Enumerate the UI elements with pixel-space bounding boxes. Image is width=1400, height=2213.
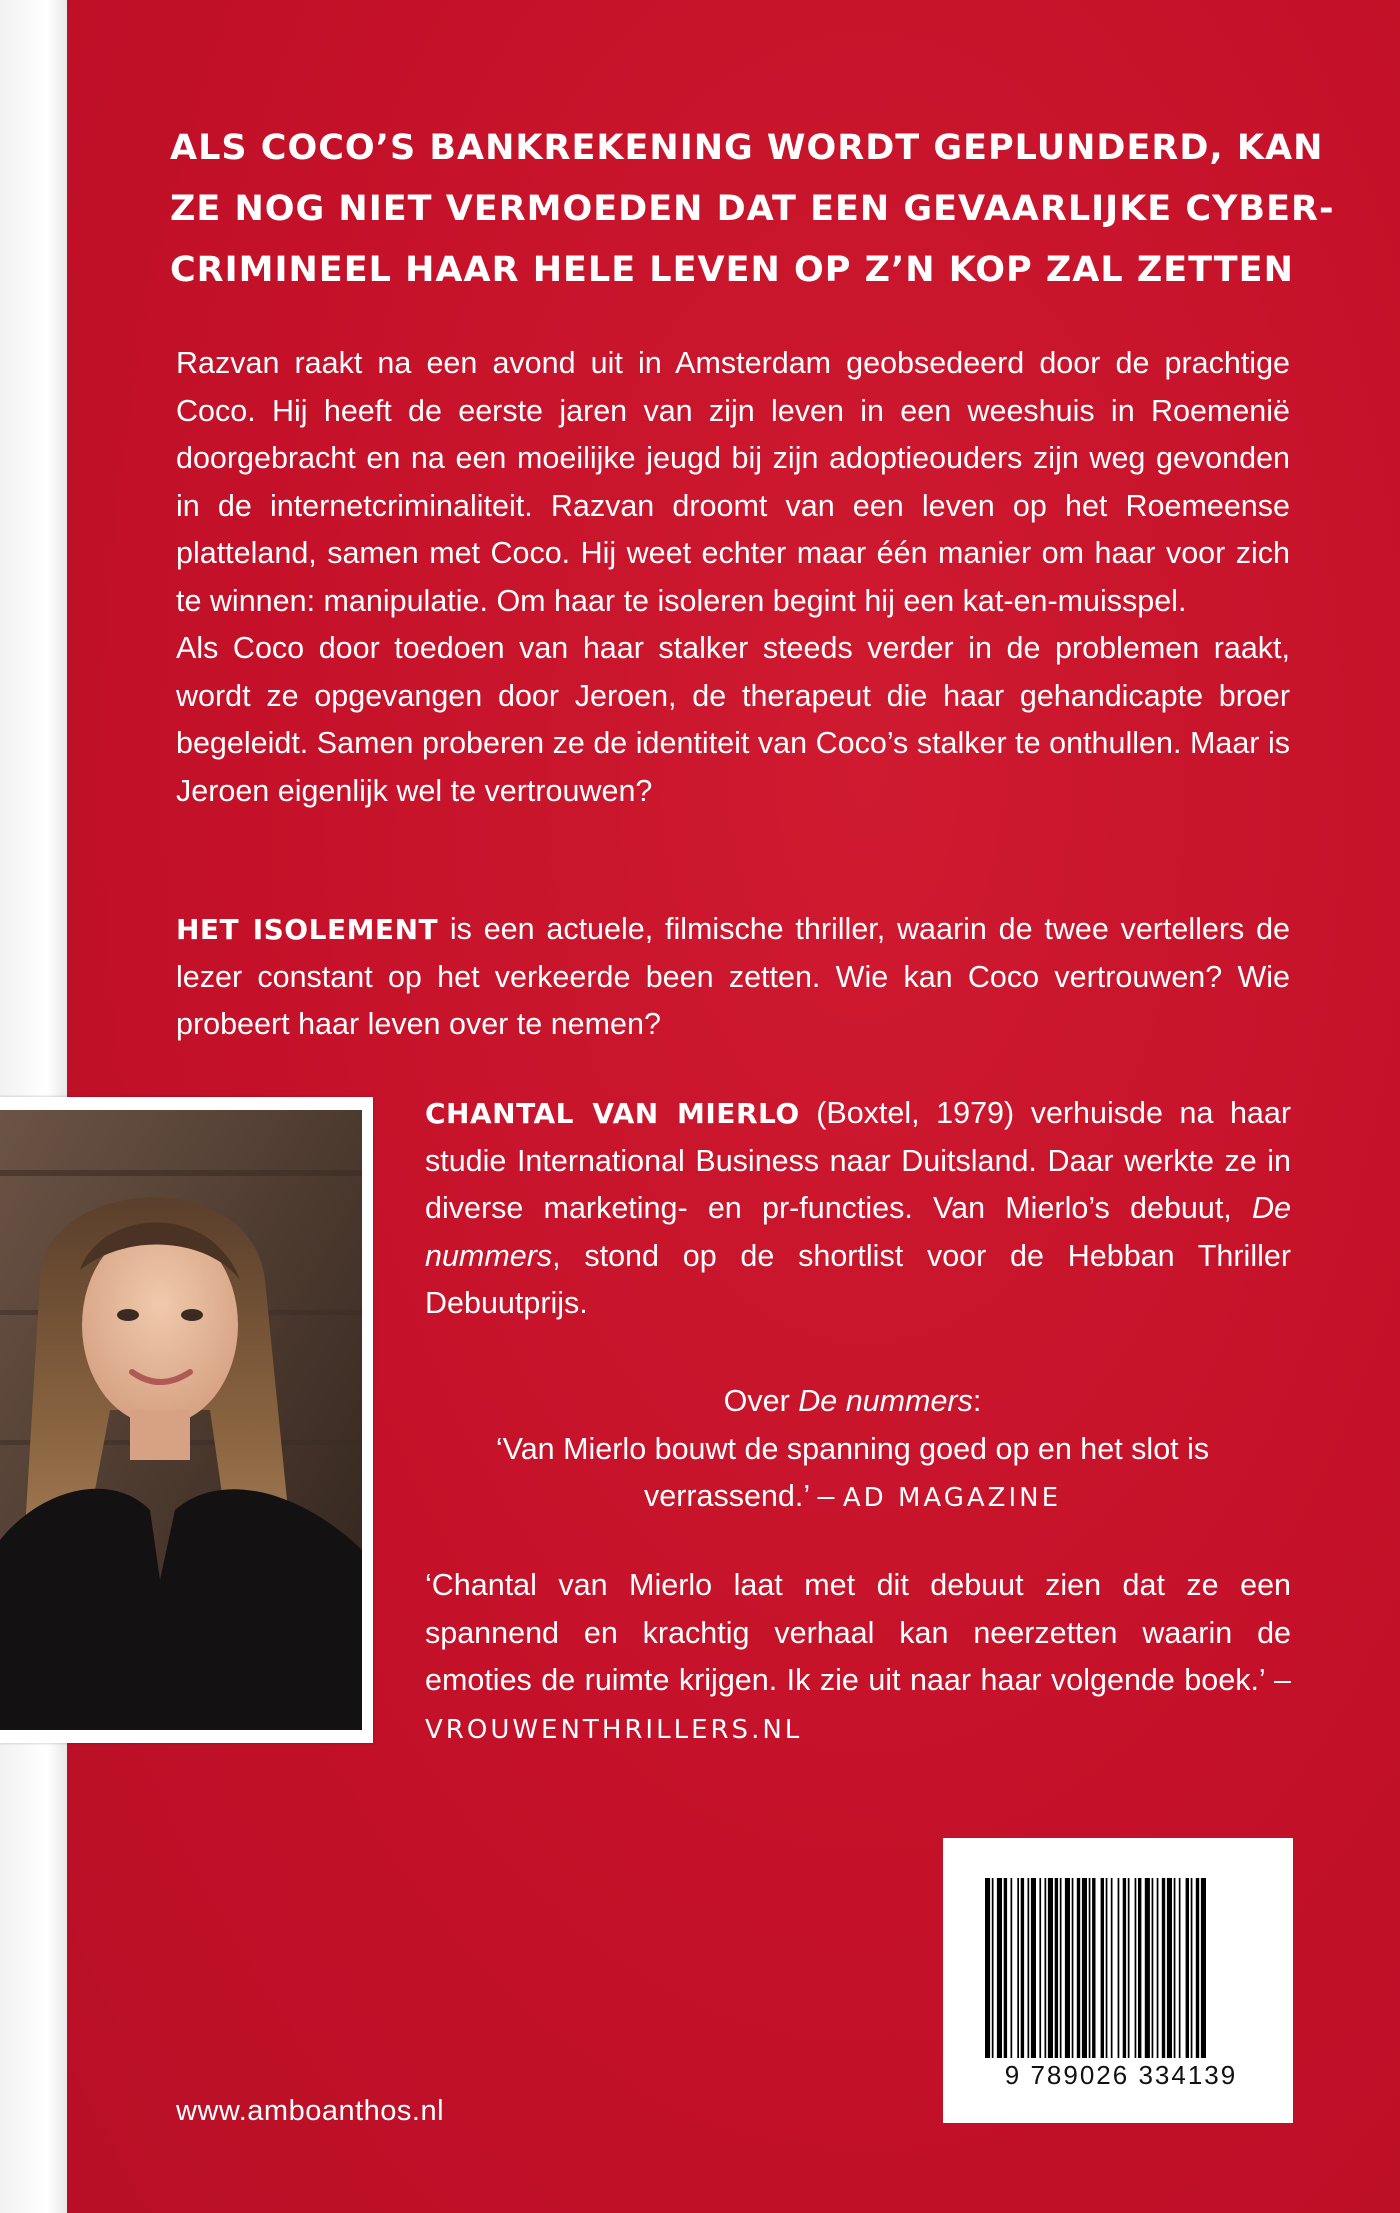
quote-2-source: VROUWENTHRILLERS.NL — [425, 1714, 803, 1745]
headline-line-1: ALS COCO’S BANKREKENING WORDT GEPLUNDERD, KAN — [170, 128, 1324, 168]
quote-1-text: ‘Van Mierlo bouwt de spanning goed op en het slot is verrassend.’ – AD MAGAZINE — [495, 1431, 1210, 1513]
author-photo — [0, 1097, 373, 1743]
quote-intro-title: De nummers — [798, 1384, 973, 1418]
about-book — [176, 906, 1290, 1049]
synopsis — [176, 340, 1290, 815]
headline-line-3: CRIMINEEL HAAR HELE LEVEN OP Z’N KOP ZAL ZETTEN — [170, 250, 1294, 290]
author-name: CHANTAL VAN MIERLO — [425, 1097, 800, 1130]
author-paragraph — [425, 1090, 1291, 1328]
synopsis-paragraph-2: Als Coco door toedoen van haar stalker steeds verder in de problemen raakt, wordt ze opgevangen door Jeroen, de therapeut die haar gehandicapte broer begeleidt. Samen proberen ze de identiteit van Coco’s stalker te onthullen. Maar is Jeroen eigenlijk wel te vertrouwen? — [176, 631, 1290, 808]
publisher-website: www.amboanthos.nl — [176, 2095, 445, 2127]
quote-2-text: ‘Chantal van Mierlo laat met dit debuut zien dat ze een spannend en krachtig verhaal kan neerzetten waarin de emoties de ruimte krijgen. Ik zie uit naar haar volgende boek.’ – VROUWENTHRILLERS.NL — [425, 1568, 1291, 1745]
review-quote-2 — [425, 1562, 1291, 1754]
debut-title: De nummers — [425, 1191, 1291, 1273]
quote-intro: Over De nummers: — [723, 1384, 982, 1418]
about-paragraph — [176, 906, 1290, 1049]
book-title: HET ISOLEMENT — [176, 913, 439, 946]
barcode — [943, 1838, 1293, 2123]
barcode-bars — [985, 1878, 1251, 2058]
author-bio-text-2: , stond op de shortlist voor de Hebban Thriller Debuutprijs. — [425, 1238, 1291, 1320]
synopsis-paragraph-1: Razvan raakt na een avond uit in Amsterdam geobsedeerd door de prachtige Coco. Hij heeft de eerste jaren van zijn leven in een weeshuis in Roemenië doorgebracht en na een moeilijke jeugd bij zijn adoptieouders zijn weg gevonden in de internetcriminaliteit. Razvan droomt van een leven op het Roemeense platteland, samen met Coco. Hij weet echter maar één manier om haar voor zich te winnen: manipulatie. Om haar te isoleren begint hij een kat-en-muisspel. — [176, 346, 1290, 618]
author-portrait-image — [0, 1110, 362, 1730]
headline-line-2: ZE NOG NIET VERMOEDEN DAT EEN GEVAARLIJKE CYBER- — [170, 189, 1335, 229]
author-bio — [425, 1090, 1291, 1328]
author-bio-text-1: (Boxtel, 1979) verhuisde na haar studie International Business naar Duitsland. Daar werkte ze in diverse marketing- en pr-functies. Van Mierlo’s debuut, — [425, 1096, 1291, 1225]
quote-1-source: AD MAGAZINE — [842, 1483, 1062, 1513]
isbn-number: 9 789026 334139 — [1004, 2060, 1238, 2090]
headline — [170, 118, 1335, 301]
review-quote-1 — [415, 1378, 1290, 1523]
about-text: is een actuele, filmische thriller, waarin de twee vertellers de lezer constant op het verkeerde been zetten. Wie kan Coco vertrouwen? Wie probeert haar leven over te nemen? — [176, 912, 1290, 1041]
